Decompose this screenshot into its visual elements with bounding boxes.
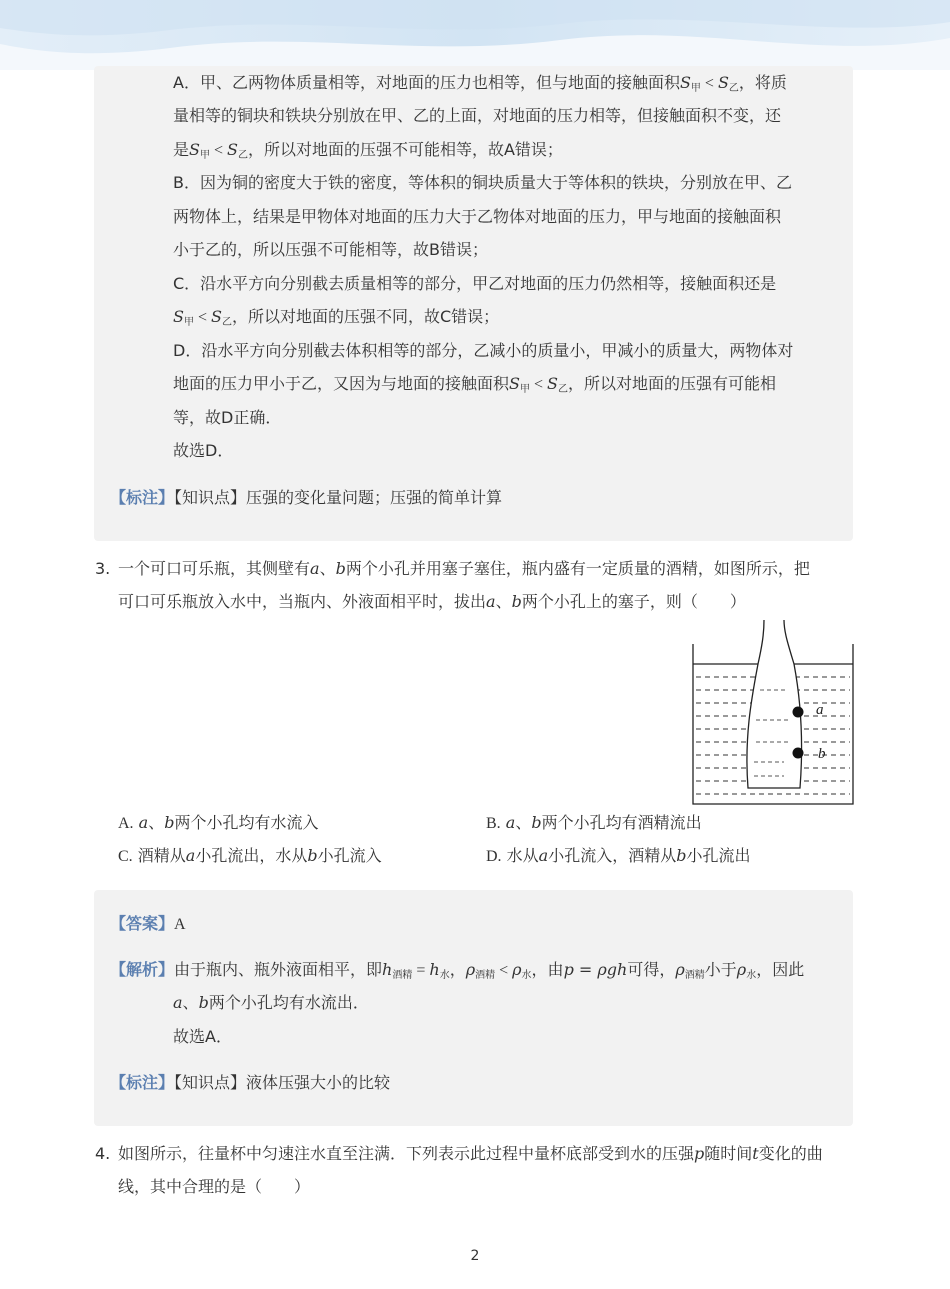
- note-tag: 【标注】: [110, 1073, 175, 1092]
- analysis-tag: 【解析】: [110, 960, 175, 979]
- option-c-explanation-line2: $S_甲 < S_乙$，所以对地面的压强不同，故C错误；: [173, 307, 500, 328]
- option-c-explanation-line1: C．沿水平方向分别截去质量相等的部分，甲乙对地面的压力仍然相等，接触面积还是: [173, 274, 777, 293]
- option-b-explanation-line2: 两物体上，结果是甲物体对地面的压力大于乙物体对地面的压力，甲与地面的接触面积: [173, 207, 782, 226]
- answer-value: A: [174, 916, 186, 933]
- knowledge-note: 【标注】【知识点】压强的变化量问题；压强的简单计算: [110, 488, 503, 507]
- analysis-line2: a、b两个小孔均有水流出．: [173, 993, 369, 1012]
- option-d-explanation-line3: 等，故D正确．: [173, 408, 282, 427]
- figure-label-b: b: [818, 746, 826, 762]
- q3-option-d[interactable]: D. 水从a小孔流入，酒精从b小孔流出: [486, 846, 751, 865]
- q3-option-a[interactable]: A. a、b两个小孔均有水流入: [118, 813, 319, 832]
- option-b-explanation-line3: 小于乙的，所以压强不可能相等，故B错误；: [173, 240, 488, 259]
- analysis-conclusion: 故选A．: [173, 1027, 232, 1046]
- q4-stem-line2: 线，其中合理的是（ ）: [118, 1177, 311, 1196]
- answer-line: [110, 914, 186, 935]
- explanation-box-q2: [94, 66, 853, 541]
- q3-option-c[interactable]: C. 酒精从a小孔流出，水从b小孔流入: [118, 846, 382, 865]
- q4-number: 4.: [95, 1144, 111, 1163]
- note-tag: 【标注】: [110, 488, 175, 507]
- q3-option-b[interactable]: B. a、b两个小孔均有酒精流出: [486, 813, 702, 832]
- option-a-explanation-line1: A．甲、乙两物体质量相等，对地面的压力也相等，但与地面的接触面积$S_甲 < S_乙$，将质: [173, 73, 787, 94]
- q3-number: 3.: [95, 559, 111, 578]
- q3-stem-line2: 可口可乐瓶放入水中，当瓶内、外液面相平时，拔出a、b两个小孔上的塞子，则（ ）: [118, 592, 746, 611]
- figure-label-a: a: [816, 702, 824, 718]
- option-d-explanation-line1: D．沿水平方向分别截去体积相等的部分，乙减小的质量小，甲减小的质量大，两物体对: [173, 341, 794, 360]
- page-number: 2: [470, 1248, 480, 1264]
- q3-stem-line1: 一个可口可乐瓶，其侧壁有a、b两个小孔并用塞子塞住，瓶内盛有一定质量的酒精，如图所示，把: [118, 559, 810, 578]
- knowledge-note-q3: 【标注】【知识点】液体压强大小的比较: [110, 1073, 391, 1092]
- option-a-explanation-line2: 量相等的铜块和铁块分别放在甲、乙的上面，对地面的压力相等，但接触面积不变，还: [173, 106, 782, 125]
- answer-tag: 【答案】: [110, 914, 175, 933]
- q4-stem-line1: 如图所示，往量杯中匀速注水直至注满．下列表示此过程中量杯底部受到水的压强p随时间t变化的曲: [118, 1144, 823, 1163]
- option-d-explanation-line2: 地面的压力甲小于乙，又因为与地面的接触面积$S_甲 < S_乙$，所以对地面的压强有可能相: [173, 374, 776, 395]
- option-b-explanation-line1: B．因为铜的密度大于铁的密度，等体积的铜块质量大于等体积的铁块，分别放在甲、乙: [173, 173, 792, 192]
- bottle-in-water-figure: [688, 616, 858, 810]
- conclusion-text: 故选D．: [173, 441, 234, 460]
- header-wave-banner: [0, 0, 950, 70]
- analysis-line1: 【解析】由于瓶内、瓶外液面相平，即$h_{酒精} = h_水$，$\rho_{酒精} < \rho_水$，由p = ρgh可得，$\rho_{酒精}$小于$\rho_水$，因此: [110, 960, 805, 981]
- option-a-explanation-line3: 是$S_甲 < S_乙$，所以对地面的压强不可能相等，故A错误；: [173, 140, 563, 161]
